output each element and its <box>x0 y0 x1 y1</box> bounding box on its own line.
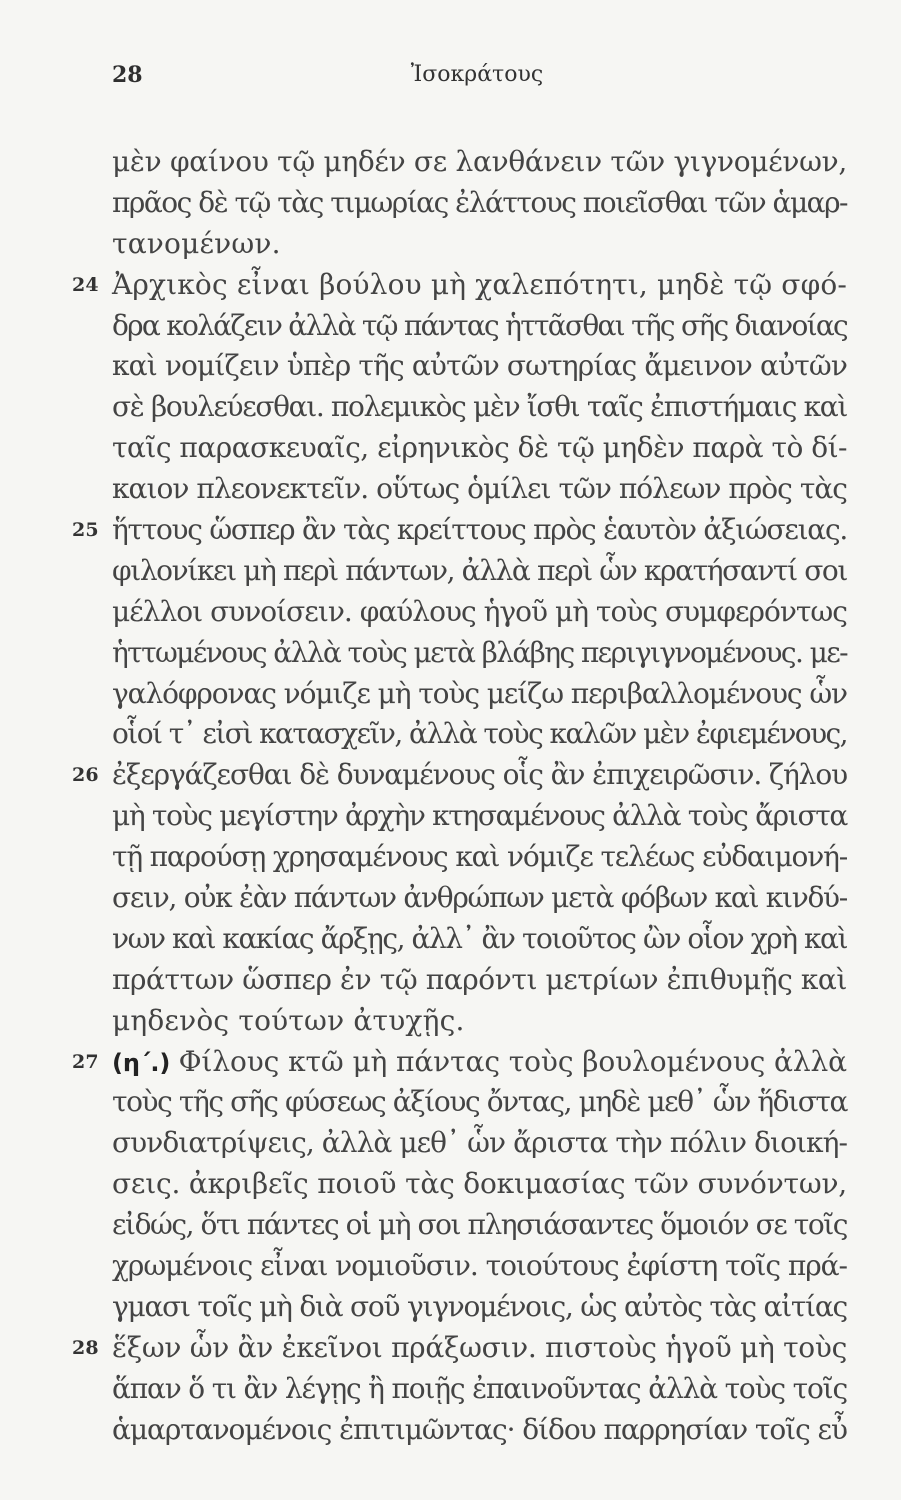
text-line <box>112 142 847 183</box>
page-number: 28 <box>112 62 143 88</box>
line-text: σειν, οὐκ ἐὰν πάντων ἀνθρώπων μετὰ φόβων καὶ κινδύ- <box>112 881 847 915</box>
text-line <box>112 183 847 224</box>
line-text: μηδενὸς τούτων ἀτυχῇς. <box>112 1003 465 1037</box>
line-text: νων καὶ κακίας ἄρξῃς, ἀλλ᾽ ἂν τοιοῦτος ὢν οἷον χρὴ καὶ <box>112 921 847 955</box>
page-header <box>112 62 842 96</box>
line-text: ἥττους ὥσπερ ἂν τὰς κρείττους πρὸς ἑαυτὸν ἀξιώσειας. <box>112 513 847 547</box>
line-text: μὲν φαίνου τῷ μηδέν σε λανθάνειν τῶν γιγνομένων, <box>112 145 847 178</box>
text-line <box>112 1287 847 1328</box>
text-line <box>72 1042 847 1083</box>
text-line <box>112 1205 847 1246</box>
text-line <box>112 796 847 837</box>
text-line <box>112 714 847 755</box>
section-number: 26 <box>72 764 99 787</box>
text-line <box>112 633 847 674</box>
line-text: σὲ βουλεύεσθαι. πολεμικὸς μὲν ἴσθι ταῖς ἐπιστήμαις καὶ <box>112 390 847 424</box>
section-number: 25 <box>72 519 99 542</box>
text-line <box>72 755 847 796</box>
line-text: τῇ παρούσῃ χρησαμένους καὶ νόμιζε τελέως εὐδαιμονή- <box>112 840 847 874</box>
line-text: τανομένων. <box>112 226 281 260</box>
line-text: δρα κολάζειν ἀλλὰ τῷ πάντας ἡττᾶσθαι τῆς σῆς διανοίας <box>112 308 847 342</box>
line-text: γαλόφρονας νόμιζε μὴ τοὺς μείζω περιβαλλομένους ὧν <box>112 676 847 710</box>
line-text: ἅπαν ὅ τι ἂν λέγῃς ἢ ποιῇς ἐπαινοῦντας ἀλλὰ τοὺς τοῖς <box>112 1371 847 1405</box>
text-line <box>112 1369 847 1410</box>
text-line <box>112 306 847 347</box>
line-text: εἰδώς, ὅτι πάντες οἱ μὴ σοι πλησιάσαντες ὅμοιόν σε τοῖς <box>112 1208 847 1242</box>
chapter-mark: (η΄.) <box>112 1048 179 1077</box>
line-text: φιλονίκει μὴ περὶ πάντων, ἀλλὰ περὶ ὧν κρατήσαντί σοι <box>112 553 847 587</box>
text-line <box>112 1246 847 1287</box>
text-line <box>112 919 847 960</box>
text-line <box>112 346 847 387</box>
line-text: ἕξων ὧν ἂν ἐκεῖνοι πράξωσιν. πιστοὺς ἡγοῦ μὴ τοὺς <box>112 1330 847 1364</box>
text-line <box>112 878 847 919</box>
text-line <box>112 960 847 1001</box>
line-text: καιον πλεονεκτεῖν. οὕτως ὁμίλει τῶν πόλεων πρὸς τὰς <box>112 472 847 506</box>
text-line <box>112 387 847 428</box>
text-line <box>72 265 847 306</box>
text-line <box>112 469 847 510</box>
text-line <box>112 674 847 715</box>
line-text: καὶ νομίζειν ὑπὲρ τῆς αὐτῶν σωτηρίας ἄμεινον αὐτῶν <box>112 349 847 383</box>
section-number: 28 <box>72 1336 99 1359</box>
text-line <box>112 1123 847 1164</box>
text-line <box>112 551 847 592</box>
line-text: (η΄.) Φίλους κτῶ μὴ πάντας τοὺς βουλομένους ἀλλὰ <box>112 1044 847 1078</box>
line-text: χρωμένοις εἶναι νομιοῦσιν. τοιούτους ἐφίστη τοῖς πρά- <box>112 1249 847 1283</box>
text-line <box>112 1001 847 1042</box>
body-text <box>72 142 847 1451</box>
text-line <box>72 510 847 551</box>
line-text: γμασι τοῖς μὴ διὰ σοῦ γιγνομένοις, ὡς αὐτὸς τὰς αἰτίας <box>112 1289 847 1323</box>
line-text: ἐξεργάζεσθαι δὲ δυναμένους οἷς ἂν ἐπιχειρῶσιν. ζήλου <box>112 758 847 792</box>
line-text: τοὺς τῆς σῆς φύσεως ἀξίους ὄντας, μηδὲ μεθ᾽ ὧν ἥδιστα <box>112 1085 847 1119</box>
text-line <box>112 592 847 633</box>
text-line <box>112 1164 847 1205</box>
text-line <box>72 1328 847 1369</box>
line-text: πράττων ὥσπερ ἐν τῷ παρόντι μετρίων ἐπιθυμῇς καὶ <box>112 962 847 996</box>
line-text: σεις. ἀκριβεῖς ποιοῦ τὰς δοκιμασίας τῶν συνόντων, <box>112 1167 847 1201</box>
line-text: μέλλοι συνοίσειν. φαύλους ἡγοῦ μὴ τοὺς συμφερόντως <box>112 594 847 628</box>
line-text: μὴ τοὺς μεγίστην ἀρχὴν κτησαμένους ἀλλὰ τοὺς ἄριστα <box>112 799 847 833</box>
line-text: οἷοί τ᾽ εἰσὶ κατασχεῖν, ἀλλὰ τοὺς καλῶν μὲν ἐφιεμένους, <box>112 717 847 751</box>
running-title: Ἰσοκράτους <box>410 62 544 87</box>
line-text: συνδιατρίψεις, ἀλλὰ μεθ᾽ ὧν ἄριστα τὴν πόλιν διοική- <box>112 1126 847 1160</box>
section-number: 27 <box>72 1050 99 1073</box>
text-line <box>112 1082 847 1123</box>
text-line <box>112 428 847 469</box>
line-text: Ἀρχικὸς εἶναι βούλου μὴ χαλεπότητι, μηδὲ τῷ σφό- <box>112 267 847 301</box>
line-text: πρᾶος δὲ τῷ τὰς τιμωρίας ἐλάττους ποιεῖσθαι τῶν ἁμαρ- <box>112 185 847 219</box>
text-line <box>112 224 847 265</box>
line-text: ἁμαρτανομένοις ἐπιτιμῶντας· δίδου παρρησίαν τοῖς εὖ <box>112 1412 847 1446</box>
section-number: 24 <box>72 273 99 296</box>
text-line <box>112 837 847 878</box>
line-text: ταῖς παρασκευαῖς, εἰρηνικὸς δὲ τῷ μηδὲν παρὰ τὸ δί- <box>112 431 847 465</box>
line-text: ἡττωμένους ἀλλὰ τοὺς μετὰ βλάβης περιγιγνομένους. με- <box>112 635 847 669</box>
text-line <box>112 1410 847 1451</box>
